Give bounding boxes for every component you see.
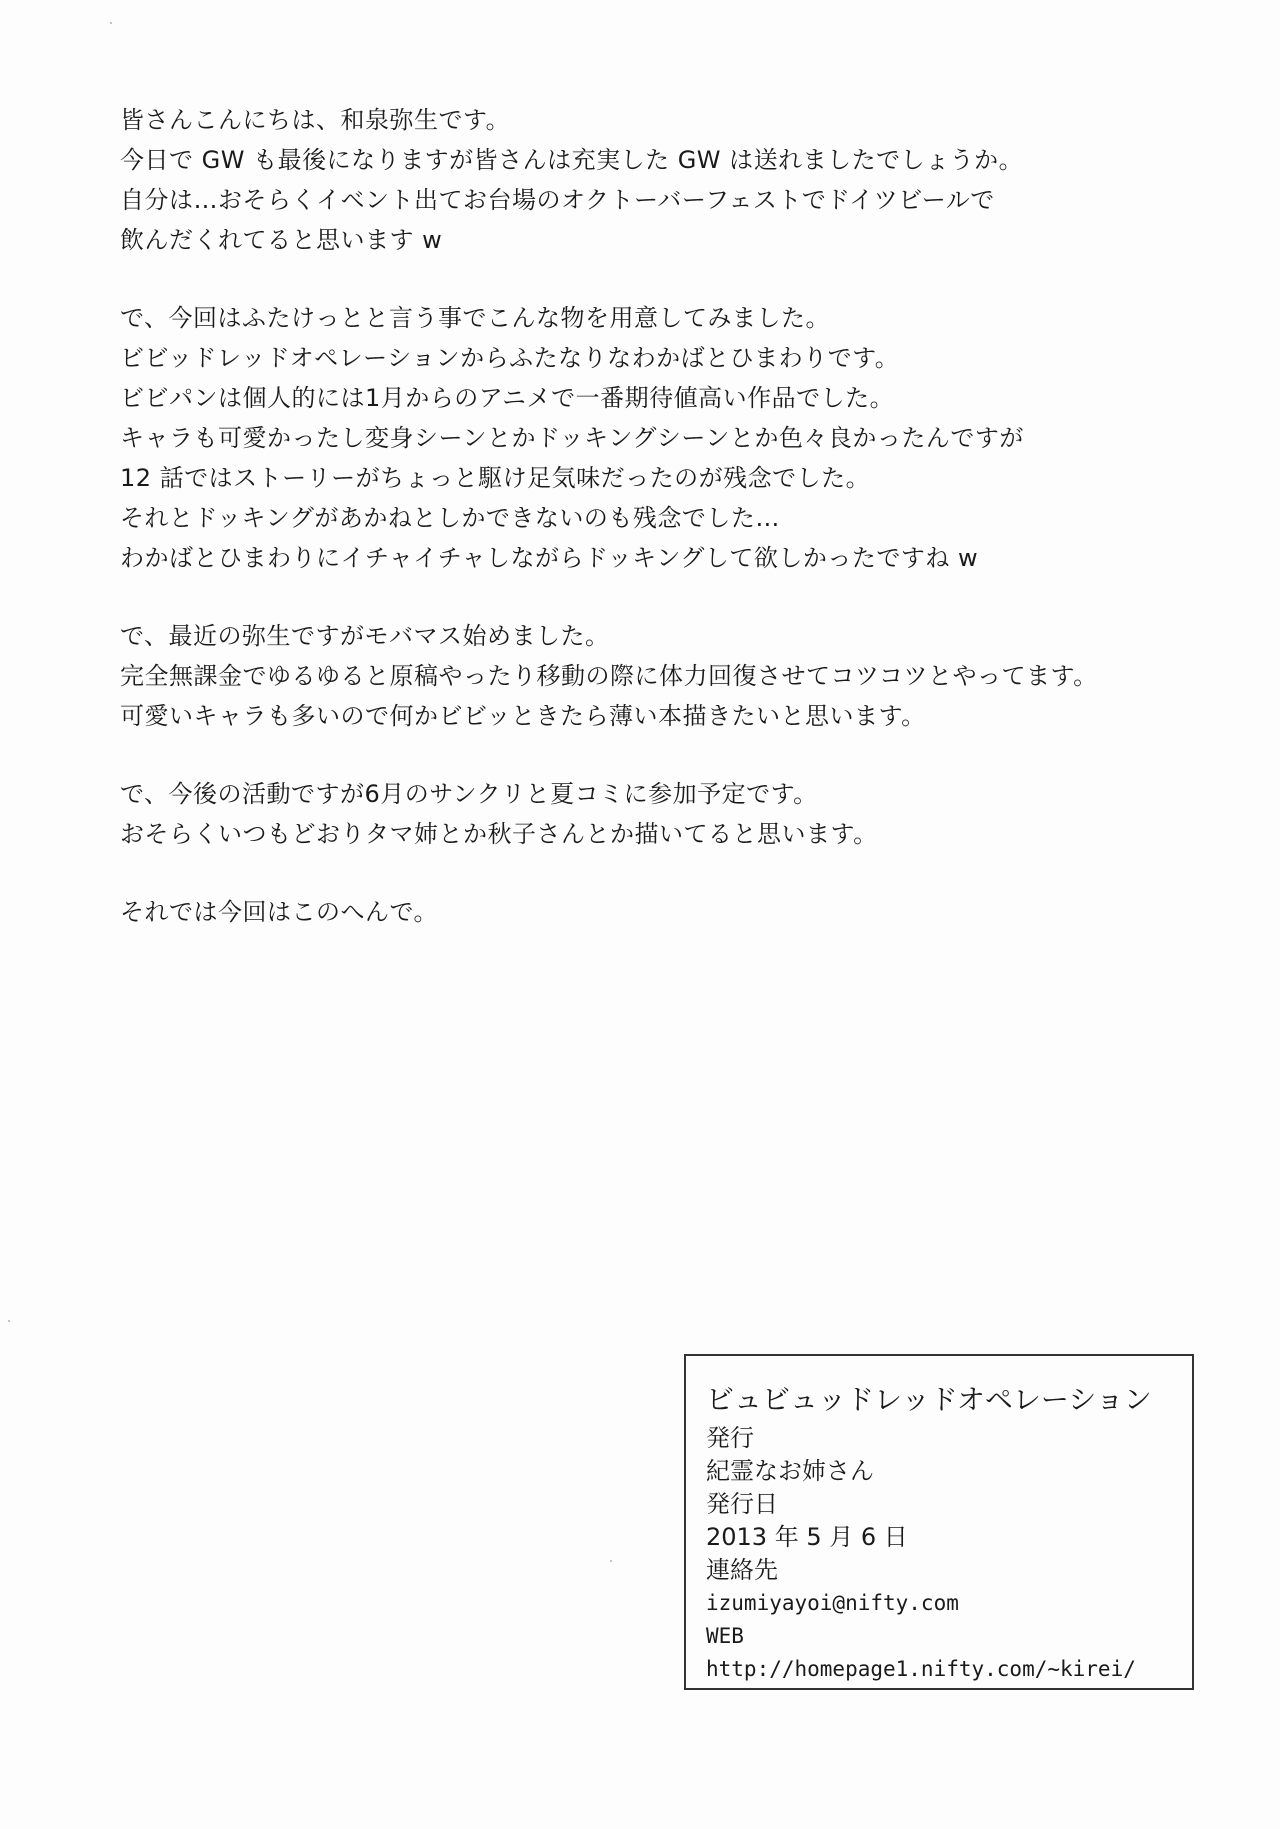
text-line: キャラも可愛かったし変身シーンとかドッキングシーンとか色々良かったんですが: [120, 424, 1024, 452]
text-line: 自分は…おそらくイベント出てお台場のオクトーバーフェストでドイツビールで: [120, 186, 995, 214]
text-line: で、今後の活動ですが6月のサンクリと夏コミに参加予定です。: [120, 780, 818, 808]
text-line: 飲んだくれてると思います w: [120, 226, 443, 254]
paragraph-future: [120, 774, 1180, 854]
colophon-title: ビュビュッドレッドオペレーション: [706, 1383, 1152, 1416]
paragraph-this-issue: [120, 298, 1180, 578]
text-line: ビビパンは個人的には1月からのアニメで一番期待値高い作品でした。: [120, 384, 895, 412]
web-label: WEB: [706, 1624, 744, 1648]
text-line: それとドッキングがあかねとしかできないのも残念でした…: [120, 504, 780, 532]
paragraph-greeting: [120, 100, 1180, 260]
contact-email: izumiyayoi@nifty.com: [706, 1591, 959, 1615]
text-line: で、最近の弥生ですがモバマス始めました。: [120, 622, 610, 650]
colophon-box: [684, 1354, 1194, 1690]
scan-speck: [110, 22, 112, 24]
text-line: おそらくいつもどおりタマ姉とか秋子さんとか描いてると思います。: [120, 820, 878, 848]
text-line: ビビッドレッドオペレーションからふたなりなわかばとひまわりです。: [120, 344, 900, 372]
date-label: 発行日: [706, 1490, 778, 1518]
paragraph-recent: [120, 616, 1180, 736]
afterword-text: [120, 100, 1180, 970]
publisher-name: 紀霊なお姉さん: [706, 1457, 874, 1485]
scan-speck: [8, 1320, 10, 1322]
text-line: 今日で GW も最後になりますが皆さんは充実した GW は送れましたでしょうか。: [120, 146, 1024, 174]
scan-speck: [610, 1560, 612, 1562]
paragraph-closing: [120, 892, 1180, 932]
text-line: 完全無課金でゆるゆると原稿やったり移動の際に体力回復させてコツコツとやってます。: [120, 662, 1098, 690]
publisher-label: 発行: [706, 1424, 754, 1452]
text-line: それでは今回はこのへんで。: [120, 898, 439, 926]
publish-date: 2013 年 5 月 6 日: [706, 1523, 908, 1551]
text-line: 皆さんこんにちは、和泉弥生です。: [120, 106, 511, 134]
text-line: わかばとひまわりにイチャイチャしながらドッキングして欲しかったですね w: [120, 544, 979, 572]
text-line: で、今回はふたけっとと言う事でこんな物を用意してみました。: [120, 304, 831, 332]
website-url: http://homepage1.nifty.com/~kirei/: [706, 1657, 1136, 1681]
text-line: 12 話ではストーリーがちょっと駆け足気味だったのが残念でした。: [120, 464, 871, 492]
contact-label: 連絡先: [706, 1556, 778, 1584]
text-line: 可愛いキャラも多いので何かビビッときたら薄い本描きたいと思います。: [120, 702, 926, 730]
